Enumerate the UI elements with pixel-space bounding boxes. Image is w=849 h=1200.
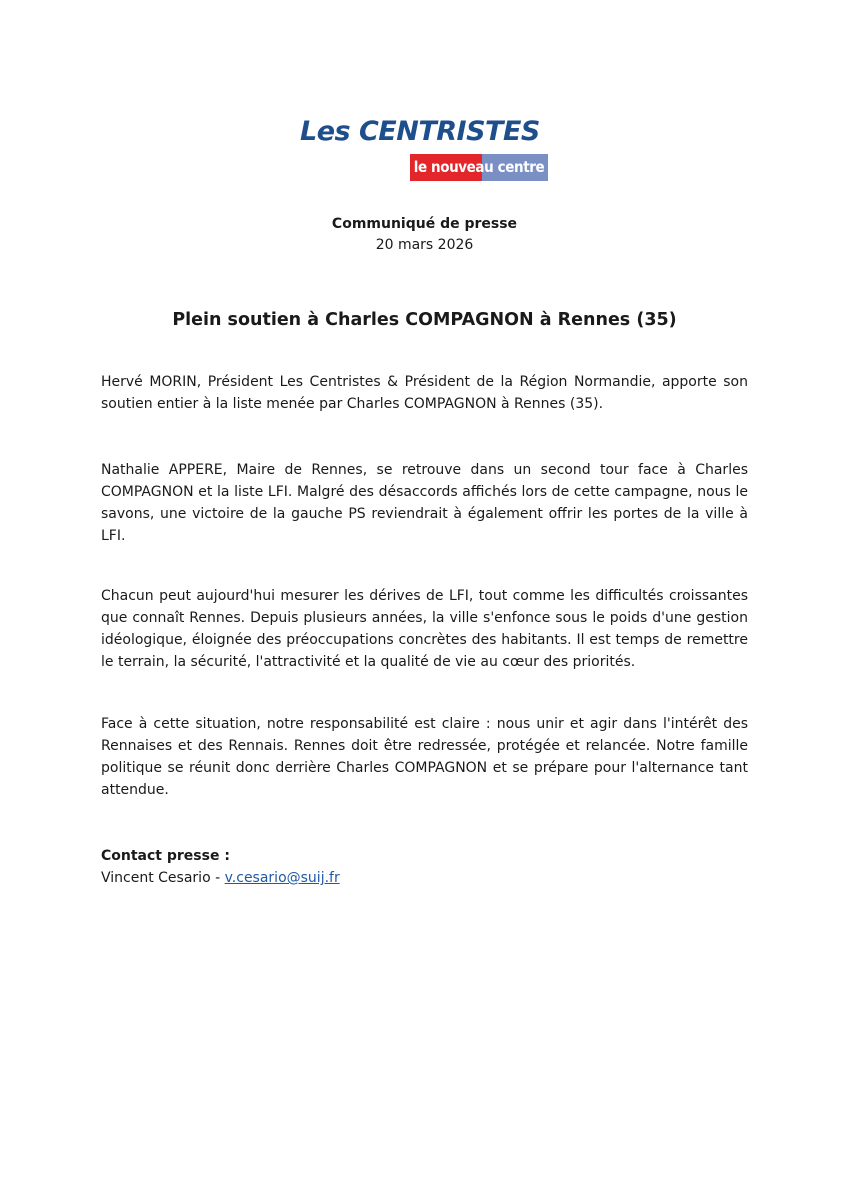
body-paragraph: Chacun peut aujourd'hui mesurer les dérives de LFI, tout comme les difficultés croissantes que connaît Rennes. Depuis plusieurs années, la ville s'enfonce sous le poids d'une gestion idéologique, éloignée des préoccupations concrètes des habitants. Il est temps de remettre le terrain, la sécurité, l'attractivité et la qualité de vie au cœur des priorités. [101,588,748,670]
logo-main-text: Les CENTRISTES [300,116,540,147]
body-paragraph: Nathalie APPERE, Maire de Rennes, se retrouve dans un second tour face à Charles COMPAGNON et la liste LFI. Malgré des désaccords affichés lors de cette campagne, nous le savons, une victoire de la gauche PS reviendrait à également offrir les portes de la ville à LFI. [101,462,748,544]
party-logo [300,114,550,186]
contact-label: Contact presse : [101,848,230,864]
contact-email-link[interactable]: v.cesario@suij.fr [224,870,340,886]
press-contact [101,845,340,889]
logo-sub-banner: le nouveau centre [410,154,548,181]
press-release-kicker: Communiqué de presse [331,216,518,232]
body-paragraph: Hervé MORIN, Président Les Centristes & Président de la Région Normandie, apporte son soutien entier à la liste menée par Charles COMPAGNON à Rennes (35). [101,374,748,412]
release-date: 20 mars 2026 [375,237,474,253]
body-paragraph: Face à cette situation, notre responsabilité est claire : nous unir et agir dans l'intérêt des Rennaises et des Rennais. Rennes doit être redressée, protégée et relancée. Notre famille politique se réunit donc derrière Charles COMPAGNON et se prépare pour l'alternance tant attendue. [101,716,748,798]
contact-name: Vincent Cesario - [101,870,225,886]
page-title: Plein soutien à Charles COMPAGNON à Rennes (35) [172,310,677,330]
